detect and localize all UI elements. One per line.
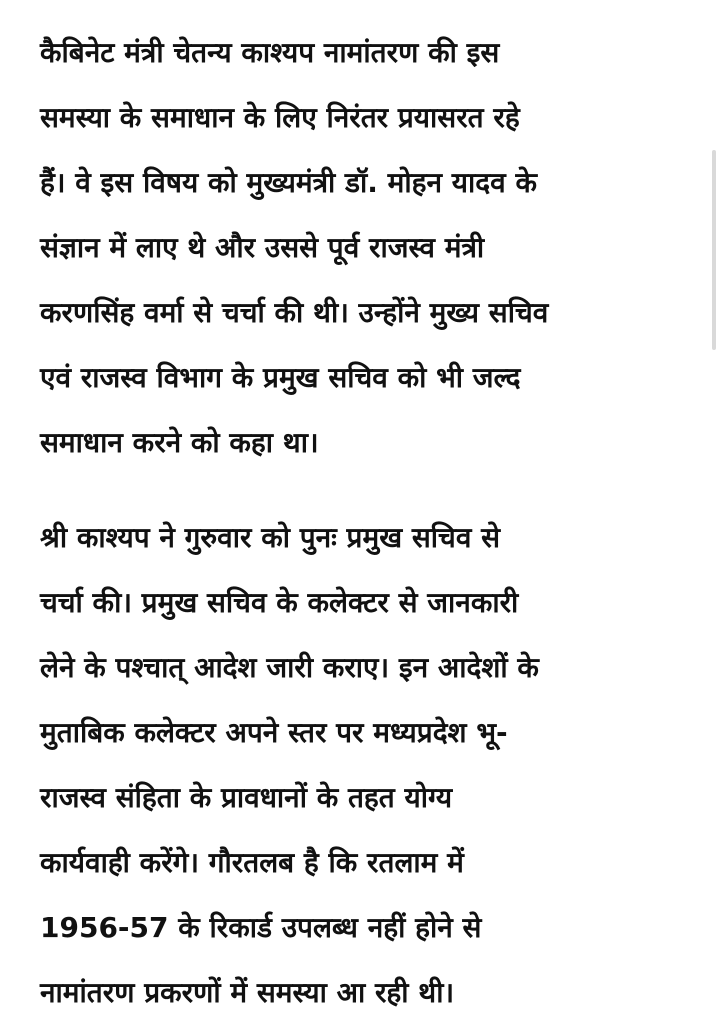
- paragraph-line: समस्या के समाधान के लिए निरंतर प्रयासरत रहे: [40, 101, 520, 134]
- paragraph-line: मुताबिक कलेक्टर अपने स्तर पर मध्यप्रदेश भू-: [40, 716, 508, 749]
- article-body: [40, 20, 690, 1025]
- paragraph-line: श्री काश्यप ने गुरुवार को पुनः प्रमुख सचिव से: [40, 521, 501, 554]
- paragraph-line: नामांतरण प्रकरणों में समस्या आ रही थी।: [40, 976, 455, 1009]
- article-paragraph-1: [40, 20, 690, 475]
- paragraph-line: कार्यवाही करेंगे। गौरतलब है कि रतलाम में: [40, 846, 464, 879]
- article-paragraph-2: [40, 505, 690, 1025]
- paragraph-line: कैबिनेट मंत्री चेतन्य काश्यप नामांतरण की इस: [40, 36, 500, 69]
- paragraph-line: राजस्व संहिता के प्रावधानों के तहत योग्य: [40, 781, 453, 814]
- scrollbar[interactable]: [712, 150, 716, 350]
- paragraph-line: 1956-57 के रिकार्ड उपलब्ध नहीं होने से: [40, 911, 482, 944]
- paragraph-line: संज्ञान में लाए थे और उससे पूर्व राजस्व मंत्री: [40, 231, 485, 264]
- paragraph-line: एवं राजस्व विभाग के प्रमुख सचिव को भी जल्द: [40, 361, 521, 394]
- paragraph-line: हैं। वे इस विषय को मुख्यमंत्री डॉ. मोहन यादव के: [40, 166, 537, 199]
- paragraph-line: समाधान करने को कहा था।: [40, 426, 319, 459]
- paragraph-line: चर्चा की। प्रमुख सचिव के कलेक्टर से जानकारी: [40, 586, 519, 619]
- paragraph-line: करणसिंह वर्मा से चर्चा की थी। उन्होंने मुख्य सचिव: [40, 296, 549, 329]
- paragraph-spacer: [40, 475, 690, 505]
- paragraph-line: लेने के पश्चात् आदेश जारी कराए। इन आदेशों के: [40, 651, 539, 684]
